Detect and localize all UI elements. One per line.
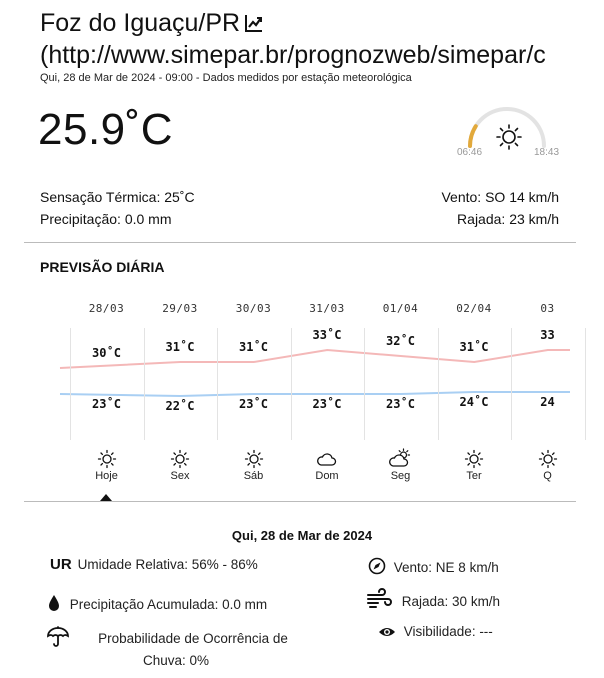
day-date: 03 bbox=[540, 302, 555, 315]
feels-like: Sensação Térmica: 25˚C bbox=[40, 189, 195, 205]
wind-text: Vento: NE 8 km/h bbox=[393, 560, 499, 575]
current-gust: Rajada: 23 km/h bbox=[457, 211, 559, 227]
day-date: 28/03 bbox=[88, 302, 125, 315]
current-precipitation: Precipitação: 0.0 mm bbox=[40, 211, 172, 227]
day-max-temp: 30˚C bbox=[92, 346, 121, 360]
sun-icon bbox=[169, 448, 191, 470]
day-name: Hoje bbox=[95, 470, 118, 482]
sun-icon bbox=[497, 125, 521, 149]
day-min-temp: 23˚C bbox=[239, 397, 268, 411]
location-name: Foz do Iguaçu/PR bbox=[40, 9, 241, 37]
day-date: 30/03 bbox=[235, 302, 272, 315]
day-max-temp: 33˚C bbox=[312, 328, 342, 342]
day-max-temp: 31˚C bbox=[165, 340, 195, 354]
detail-precipitation bbox=[46, 594, 267, 612]
forecast-section-title: PREVISÃO DIÁRIA bbox=[40, 259, 165, 275]
precipitation-text: Precipitação Acumulada: 0.0 mm bbox=[69, 597, 268, 612]
day-min-temp: 24˚C bbox=[459, 395, 489, 409]
current-temperature: 25.9˚C bbox=[38, 105, 174, 154]
day-name: Ter bbox=[466, 470, 482, 482]
selected-day-pointer bbox=[100, 494, 112, 501]
forecast-day[interactable] bbox=[70, 298, 143, 488]
day-max-temp: 32˚C bbox=[386, 334, 415, 348]
cloud-icon bbox=[316, 448, 338, 470]
sun-icon bbox=[243, 448, 265, 470]
day-name: Q bbox=[543, 470, 552, 482]
current-info-right bbox=[441, 186, 559, 230]
divider bbox=[24, 242, 576, 243]
current-wind: Vento: SO 14 km/h bbox=[441, 189, 559, 205]
humidity-text: Umidade Relativa: 56% - 86% bbox=[77, 557, 258, 572]
detail-date: Qui, 28 de Mar de 2024 bbox=[231, 528, 373, 543]
gust-text: Rajada: 30 km/h bbox=[401, 594, 501, 609]
day-name: Seg bbox=[390, 470, 411, 482]
sun-icon bbox=[96, 448, 118, 470]
droplet-icon bbox=[46, 594, 62, 612]
detail-gust bbox=[366, 589, 500, 609]
visibility-text: Visibilidade: --- bbox=[403, 624, 493, 639]
detail-visibility bbox=[378, 624, 493, 639]
day-min-temp: 23˚C bbox=[312, 397, 342, 411]
detail-wind bbox=[368, 557, 499, 575]
compass-icon bbox=[368, 557, 386, 575]
forecast-day[interactable] bbox=[144, 298, 217, 488]
forecast-day[interactable] bbox=[217, 298, 290, 488]
day-min-temp: 23˚C bbox=[92, 397, 121, 411]
sunset-time: 18:43 bbox=[534, 147, 560, 158]
day-min-temp: 23˚C bbox=[386, 397, 415, 411]
forecast-day[interactable] bbox=[291, 298, 364, 488]
day-date: 01/04 bbox=[382, 302, 419, 315]
day-date: 02/04 bbox=[456, 302, 492, 315]
forecast-column-separator bbox=[585, 328, 586, 440]
sun-icon bbox=[537, 448, 559, 470]
forecast-day[interactable] bbox=[511, 298, 584, 488]
daily-forecast[interactable] bbox=[70, 298, 555, 488]
day-min-temp: 24 bbox=[540, 395, 555, 409]
day-max-temp: 33 bbox=[540, 328, 555, 342]
day-name: Dom bbox=[315, 470, 339, 482]
sun-icon bbox=[463, 448, 485, 470]
rain-probability-line1: Probabilidade de Ocorrência de bbox=[98, 631, 288, 646]
current-info-left bbox=[40, 186, 195, 230]
day-min-temp: 22˚C bbox=[165, 399, 195, 413]
location-title bbox=[40, 6, 264, 40]
day-date: 29/03 bbox=[162, 302, 198, 315]
forecast-day[interactable] bbox=[438, 298, 511, 488]
day-name: Sáb bbox=[243, 470, 264, 482]
divider bbox=[24, 501, 576, 502]
wind-gust-icon bbox=[366, 589, 394, 609]
detail-humidity bbox=[50, 556, 258, 573]
partly-cloudy-icon bbox=[390, 448, 412, 470]
day-date: 31/03 bbox=[309, 302, 345, 315]
source-url[interactable]: (http://www.simepar.br/prognozweb/simepar/c bbox=[40, 41, 546, 69]
measurement-subtitle: Qui, 28 de Mar de 2024 - 09:00 - Dados medidos por estação meteorológica bbox=[40, 72, 412, 84]
rain-probability bbox=[46, 628, 306, 672]
forecast-day[interactable] bbox=[364, 298, 437, 488]
sunrise-time: 06:46 bbox=[457, 147, 483, 158]
eye-icon bbox=[378, 625, 396, 639]
day-max-temp: 31˚C bbox=[459, 340, 489, 354]
trending-chart-icon[interactable] bbox=[244, 13, 264, 33]
day-name: Sex bbox=[170, 470, 190, 482]
day-max-temp: 31˚C bbox=[239, 340, 268, 354]
rain-probability-line2: Chuva: 0% bbox=[142, 653, 210, 668]
humidity-icon: UR bbox=[50, 556, 72, 573]
